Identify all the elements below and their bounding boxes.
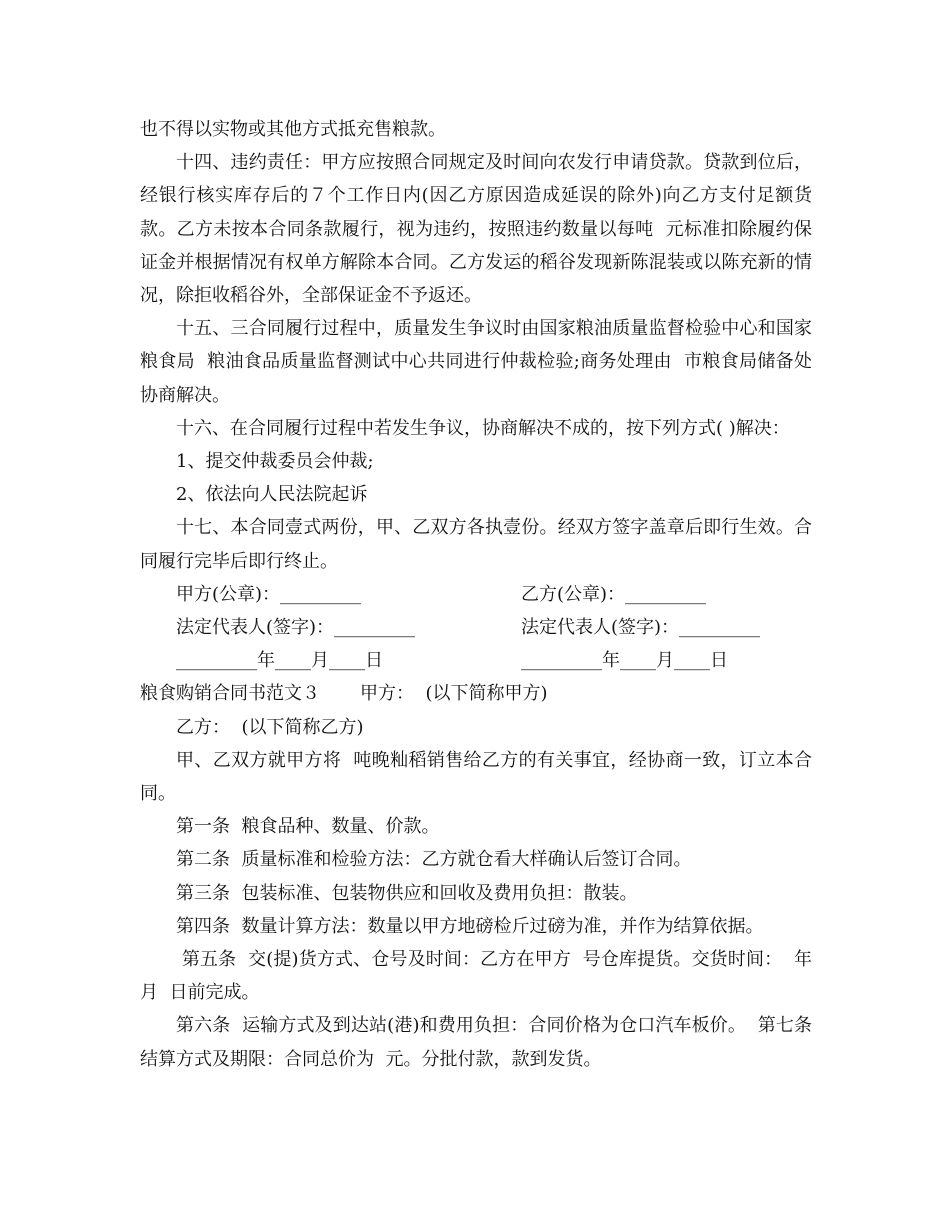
preamble: 甲、乙双方就甲方将 吨晚籼稻销售给乙方的有关事宜，经协商一致，订立本合同。 (140, 749, 812, 805)
article-2: 第二条 质量标准和检验方法：乙方就仓看大样确认后签订合同。 (176, 849, 692, 871)
clause-14-breach: 十四、违约责任：甲方应按照合同规定及时间向农发行申请贷款。贷款到位后，经银行核实库存后的７个工作日内(因乙方原因造成延误的除外)向乙方支付足额货款。乙方未按本合同条款履行，视为违约，按照违约数量以每吨 元标准扣除履约保证金并根据情况有权单方解除本合同。乙方发运的稻谷发现新陈混装或以陈充新的情况，除拒收稻谷外，全部保证金不予返还。 (140, 152, 812, 307)
party-b-representative: 法定代表人(签字)：_________ (521, 617, 761, 639)
document-body (140, 113, 824, 1076)
party-b-seal: 乙方(公章)：_________ (521, 583, 707, 605)
clause-16-dispute-resolution: 十六、在合同履行过程中若发生争议，协商解决不成的，按下列方式( )解决： (176, 417, 790, 439)
party-b-date: _________年____月____日 (521, 650, 728, 672)
party-a-representative: 法定代表人(签字)：_________ (176, 617, 416, 639)
article-1: 第一条 粮食品种、数量、价款。 (176, 816, 440, 838)
signature-row-seal (140, 578, 812, 611)
party-b-definition: 乙方： (以下简称乙方) (176, 716, 364, 738)
signature-row-representative (140, 611, 812, 644)
article-6-7: 第六条 运输方式及到达站(港)和费用负担：合同价格为仓口汽车板价。 第七条 结算方式及期限：合同总价为 元。分批付款，款到发货。 (140, 1015, 824, 1070)
clause-17-copies: 十七、本合同壹式两份，甲、乙双方各执壹份。经双方签字盖章后即行生效。合同履行完毕后即行终止。 (140, 517, 812, 572)
option-litigation: 2、依法向人民法院起诉 (176, 484, 368, 506)
clause-15-quality-dispute: 十五、三合同履行过程中，质量发生争议时由国家粮油质量监督检验中心和国家粮食局 粮油食品质量监督测试中心共同进行仲裁检验;商务处理由 市粮食局储备处协商解决。 (140, 318, 812, 406)
signature-row-date (140, 644, 812, 677)
paragraph-continuation: 也不得以实物或其他方式抵充售粮款。 (140, 119, 446, 140)
section-heading-template-3: 粮食购销合同书范文３ 甲方： (以下简称甲方) (140, 683, 548, 705)
article-3: 第三条 包装标准、包装物供应和回收及费用负担：散装。 (176, 882, 638, 904)
article-4: 第四条 数量计算方法：数量以甲方地磅检斤过磅为准，并作为结算依据。 (176, 915, 764, 937)
article-5: 第五条 交(提)货方式、仓号及时间：乙方在甲方 号仓库提货。交货时间： 年 月 日前完成。 (140, 949, 824, 1004)
option-arbitration: 1、提交仲裁委员会仲裁; (176, 451, 374, 473)
party-a-seal: 甲方(公章)：_________ (176, 583, 362, 605)
party-a-date: _________年____月____日 (176, 650, 383, 672)
